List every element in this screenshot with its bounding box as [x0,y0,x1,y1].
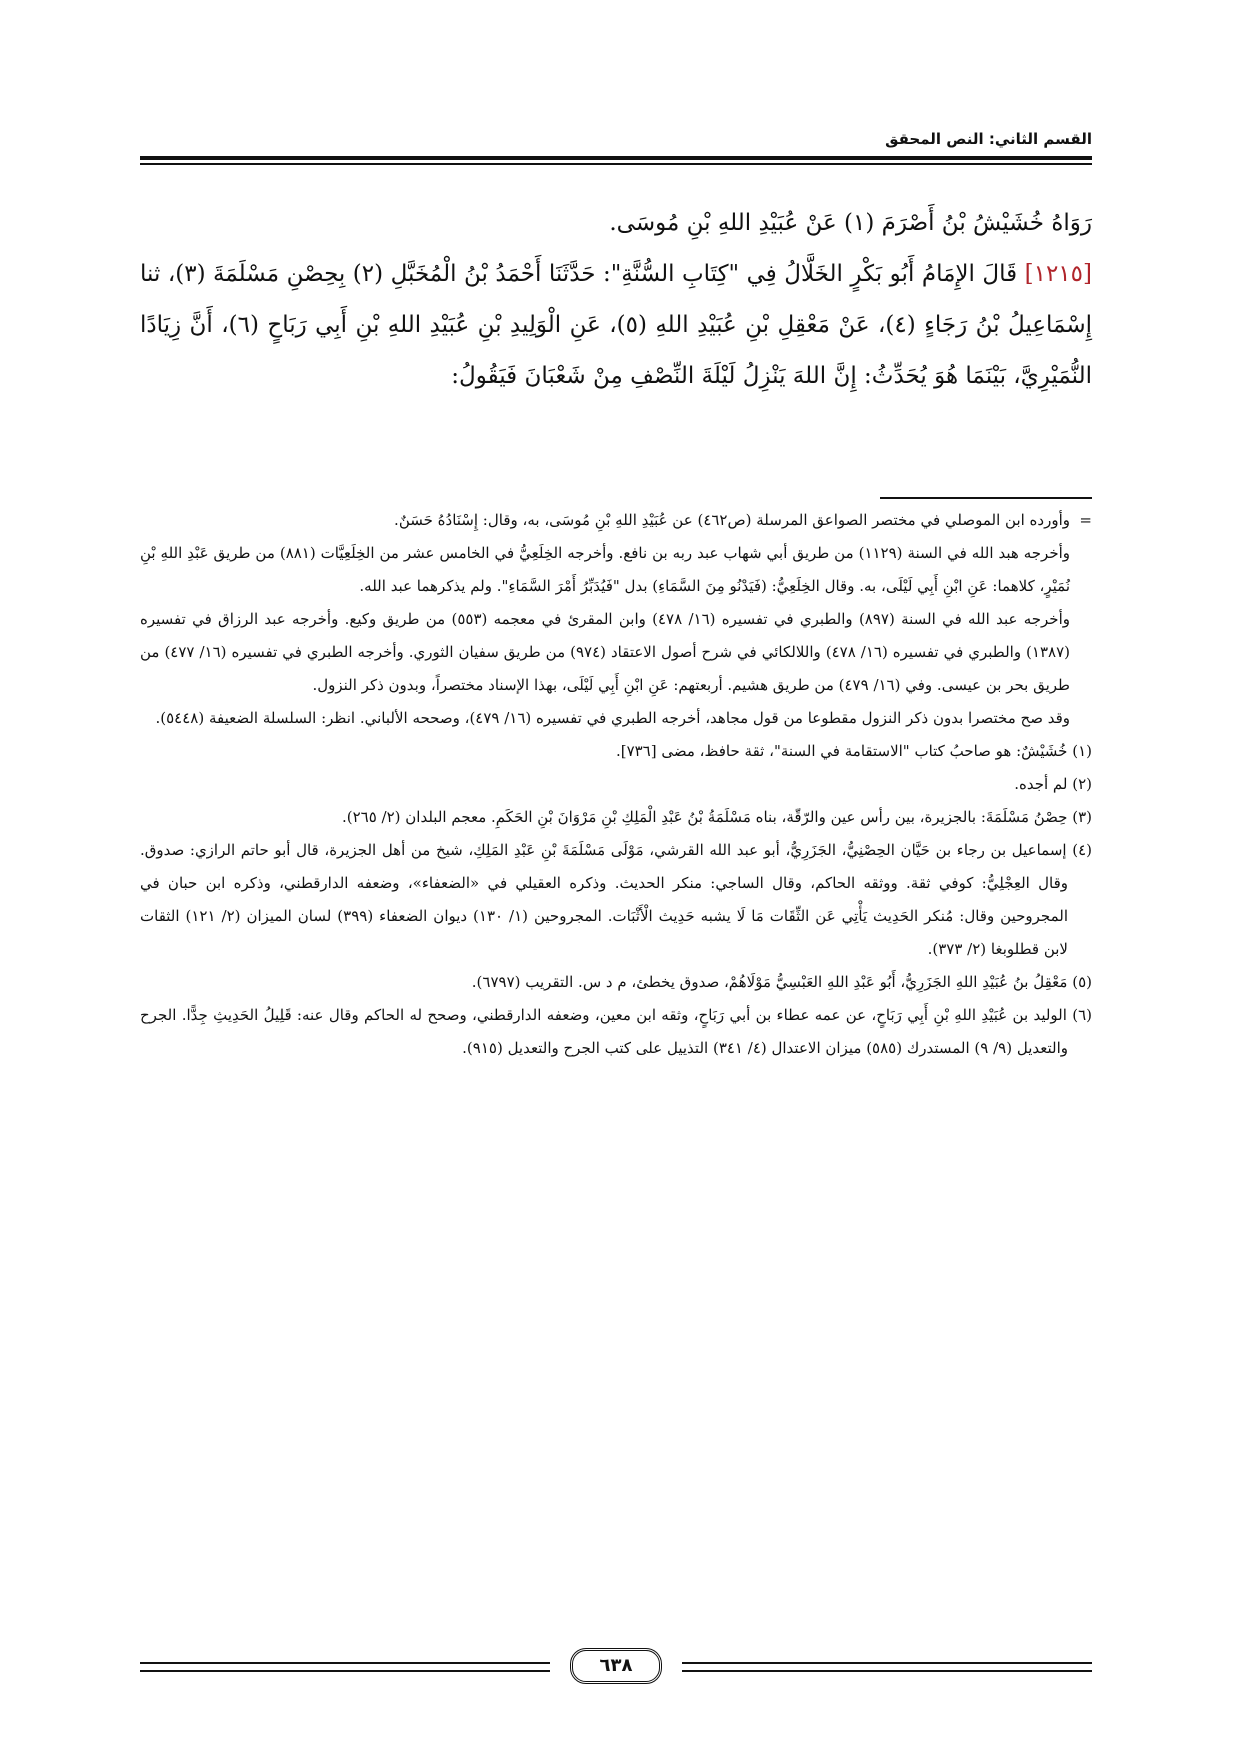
footnote-5: (٥) مَعْقِلُ بنُ عُبَيْدِ اللهِ الجَزَرِيُّ، أَبُو عَبْدِ اللهِ العَبْسِيُّ مَوْلَاهُمْ، صدوق يخطئ، م د س. التقريب (٦٧٩٧). [471,973,1092,991]
footnote-continuation: = وأورده ابن الموصلي في مختصر الصواعق المرسلة (ص٤٦٢) عن عُبَيْدِ اللهِ بْنِ مُوسَى، به، وقال: إِسْنَادُهُ حَسَنٌ. [140,504,1092,537]
footnote-4: (٤) إسماعيل بن رجاء بن حَيَّان الحِصْنِيُّ، الجَزَرِيُّ، أبو عبد الله القرشي، مَوْلَى مَسْلَمَةَ بْنِ عَبْدِ المَلِكِ، شيخ من أهل الجزيرة، قال أبو حاتم الرازي: صدوق. وقال العِجْلِيُّ: كوفي ثقة. ووثقه الحاكم، وقال الساجي: منكر الحديث. وذكره العقيلي في «الضعفاء»، وضعفه الدارقطني، وذكره ابن حبان في المجروحين وقال: مُنكر الحَدِيث يَأْتِي عَن الثِّقَات مَا لَا يشبه حَدِيث الْأَثْبَات. المجروحين (١/ ١٣٠) ديوان الضعفاء (٣٩٩) لسان الميزان (٢/ ١٢١) الثقات لابن قطلوبغا (٢/ ٣٧٣). [140,841,1092,958]
footnote-3: (٣) حِصْنُ مَسْلَمَةَ: بالجزيرة، بين رأس عين والرّقّة، بناه مَسْلَمَةُ بْنُ عَبْدِ الْمَلِكِ بْنِ مَرْوَانَ بْنِ الحَكَمِ. معجم البلدان (٢/ ٢٦٥). [341,808,1092,826]
footnote-paragraph: وأخرجه هبد الله في السنة (١١٢٩) من طريق أبي شهاب عبد ربه بن نافع. وأخرجه الخِلَعِيُّ في الخامس عشر من الخِلَعِيَّات (٨٨١) من طريق عَبْدِ اللهِ بْنِ نُمَيْرٍ، كلاهما: عَنِ ابْنِ أَبِي لَيْلَى، به. وقال الخِلَعِيُّ: (فَيَدْنُو مِنَ السَّمَاءِ) بدل "فَيُدَبِّرُ أَمْرَ السَّمَاءِ". ولم يذكرهما عبد الله. [140,544,1070,595]
footnotes [140,504,1092,1065]
continuation-marker: = [1079,511,1092,529]
footnote-separator [880,497,1092,499]
running-header: القسم الثاني: النص المحقق [885,130,1092,148]
entry-text: قَالَ الإِمَامُ أَبُو بَكْرٍ الخَلَّالُ فِي "كِتَابِ السُّنَّةِ": حَدَّثَنَا أَحْمَدُ بْنُ الْمُخَبَّلِ (٢) بِحِصْنِ مَسْلَمَةَ (٣)، ثنا إِسْمَاعِيلُ بْنُ رَجَاءٍ (٤)، عَنْ مَعْقِلِ بْنِ عُبَيْدِ اللهِ (٥)، عَنِ الْوَلِيدِ بْنِ عُبَيْدِ اللهِ بْنِ أَبِي رَبَاحٍ (٦)، أَنَّ زِيَادًا النُّمَيْرِيَّ، بَيْنَمَا هُوَ يُحَدِّثُ: إِنَّ اللهَ يَنْزِلُ لَيْلَةَ النِّصْفِ مِنْ شَعْبَانَ فَيَقُولُ: [140,261,1093,389]
footnote-1: (١) خُشَيْشٌ: هو صاحبُ كتاب "الاستقامة في السنة"، ثقة حافظ، مضى [٧٣٦]. [615,742,1092,760]
hadith-entry [140,249,1092,402]
footnote-paragraph: وقد صح مختصرا بدون ذكر النزول مقطوعا من قول مجاهد، أخرجه الطبري في تفسيره (١٦/ ٤٧٩)، وصححه الألباني. انظر: السلسلة الضعيفة (٥٤٤٨). [155,709,1070,727]
main-line-1: رَوَاهُ خُشَيْشُ بْنُ أَصْرَمَ (١) عَنْ عُبَيْدِ اللهِ بْنِ مُوسَى. [609,210,1092,236]
header-rule [140,156,1092,160]
footer-rule [140,1662,550,1664]
page-footer [140,1648,1092,1688]
footnote-6: (٦) الوليد بن عُبَيْدِ اللهِ بْنِ أَبِي رَبَاحٍ، عن عمه عطاء بن أبي رَبَاحٍ، وثقه ابن معين، وضعفه الدارقطني، وصحح له الحاكم وقال عنه: قَلِيلُ الحَدِيثِ جِدًّا. الجرح والتعديل (٩/ ٩) المستدرك (٥٨٥) ميزان الاعتدال (٤/ ٣٤١) التذييل على كتب الجرح والتعديل (٩١٥). [140,1006,1092,1057]
footnote-2: (٢) لم أجده. [1014,775,1092,793]
main-text [140,198,1092,402]
footer-rule [140,1670,550,1672]
footer-rule [682,1670,1092,1672]
page-number: ٦٣٨ [570,1648,662,1684]
footer-rule [682,1662,1092,1664]
header-rule-thin [140,163,1092,165]
entry-number: [١٢١٥] [1024,261,1092,287]
footnote-paragraph: وأخرجه عبد الله في السنة (٨٩٧) والطبري في تفسيره (١٦/ ٤٧٨) وابن المقرئ في معجمه (٥٥٣) من طريق وكيع. وأخرجه عبد الرزاق في تفسيره (١٣٨٧) والطبري في تفسيره (١٦/ ٤٧٨) واللالكائي في شرح أصول الاعتقاد (٩٧٤) من طريق سفيان الثوري. وأخرجه الطبري في تفسيره (١٦/ ٤٧٧) من طريق بحر بن عيسى. وفي (١٦/ ٤٧٩) من طريق هشيم. أربعتهم: عَنِ ابْنِ أَبِي لَيْلَى، بهذا الإسناد مختصراً، وبدون ذكر النزول. [140,610,1070,694]
